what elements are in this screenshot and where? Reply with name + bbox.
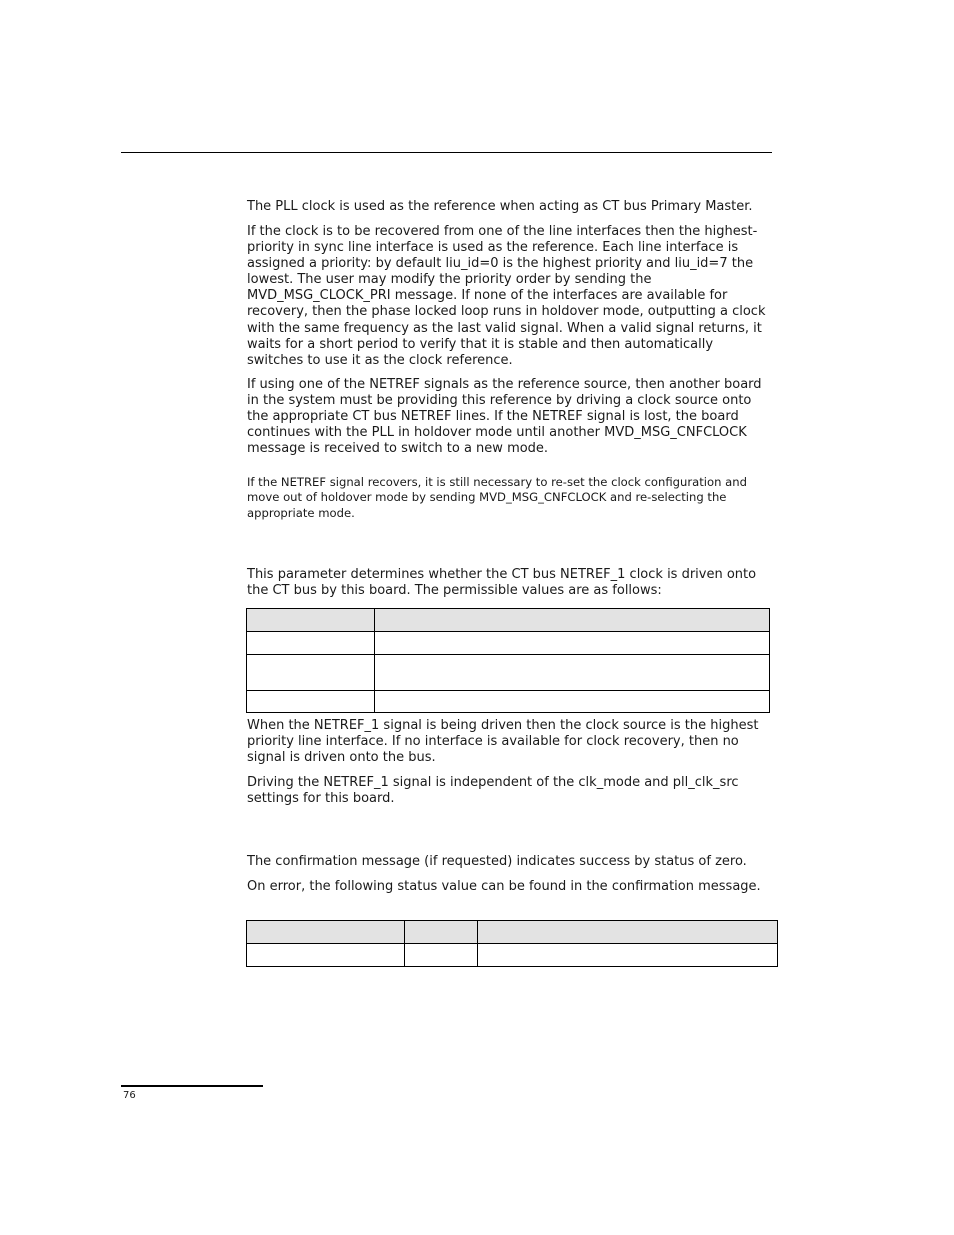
- header-rule: [121, 152, 772, 153]
- paragraph-confirmation: The confirmation message (if requested) indicates success by status of zero.: [247, 854, 747, 869]
- paragraph-netref1-independent: Driving the NETREF_1 signal is independent of the clk_mode and pll_clk_src settings for this board.: [247, 775, 739, 807]
- netref-values-table: [246, 608, 770, 713]
- table-header-cell: [405, 921, 478, 944]
- table-row: [247, 655, 770, 691]
- table-header-row: [247, 921, 778, 944]
- status-values-table: [246, 920, 778, 967]
- table-row: [247, 691, 770, 713]
- table-row: [247, 944, 778, 967]
- paragraph-pll-reference: The PLL clock is used as the reference when acting as CT bus Primary Master.: [247, 199, 753, 214]
- footer-rule: [121, 1085, 263, 1087]
- page-number: 76: [123, 1090, 136, 1101]
- table-row: [247, 632, 770, 655]
- table-cell: [247, 655, 375, 691]
- table-header-row: [247, 609, 770, 632]
- table-cell: [375, 691, 770, 713]
- table-cell: [478, 944, 778, 967]
- table-header-cell: [478, 921, 778, 944]
- paragraph-netref-source: If using one of the NETREF signals as the reference source, then another board in the system must be providing this reference by driving a clock source onto the appropriate CT bus NETREF lines. If the NETREF signal is lost, the board continues with the PLL in holdover mode until another MVD_MSG_CNFCLOCK message is received to switch to a new mode.: [247, 377, 762, 457]
- paragraph-netref1-parameter: This parameter determines whether the CT bus NETREF_1 clock is driven onto the CT bus by this board. The permissible values are as follows:: [247, 567, 757, 599]
- paragraph-netref1-driven: When the NETREF_1 signal is being driven then the clock source is the highest priority line interface. If no interface is available for clock recovery, then no signal is driven onto the bus.: [247, 718, 759, 766]
- table-cell: [405, 944, 478, 967]
- note-netref-recovery: If the NETREF signal recovers, it is still necessary to re-set the clock configuration and move out of holdover mode by sending MVD_MSG_CNFCLOCK and re-selecting the appropriate mode.: [247, 475, 747, 520]
- table-cell: [247, 944, 405, 967]
- table-header-cell: [247, 921, 405, 944]
- table-header-cell: [375, 609, 770, 632]
- paragraph-error-status: On error, the following status value can be found in the confirmation message.: [247, 879, 761, 894]
- table-cell: [247, 632, 375, 655]
- table-cell: [247, 691, 375, 713]
- paragraph-line-interface-recovery: If the clock is to be recovered from one of the line interfaces then the highest-priority in sync line interface is used as the reference. Each line interface is assigned a priority: by default liu_id=0 is the highest priority and liu_id=7 the lowest. The user may modify the priority order by sending the MVD_MSG_CLOCK_PRI message. If none of the interfaces are available for recovery, then the phase locked loop runs in holdover mode, outputting a clock with the same frequency as the last valid signal. When a valid signal returns, it waits for a short period to verify that it is stable and then automatically switches to use it as the clock reference.: [247, 224, 766, 368]
- table-cell: [375, 655, 770, 691]
- table-cell: [375, 632, 770, 655]
- table-header-cell: [247, 609, 375, 632]
